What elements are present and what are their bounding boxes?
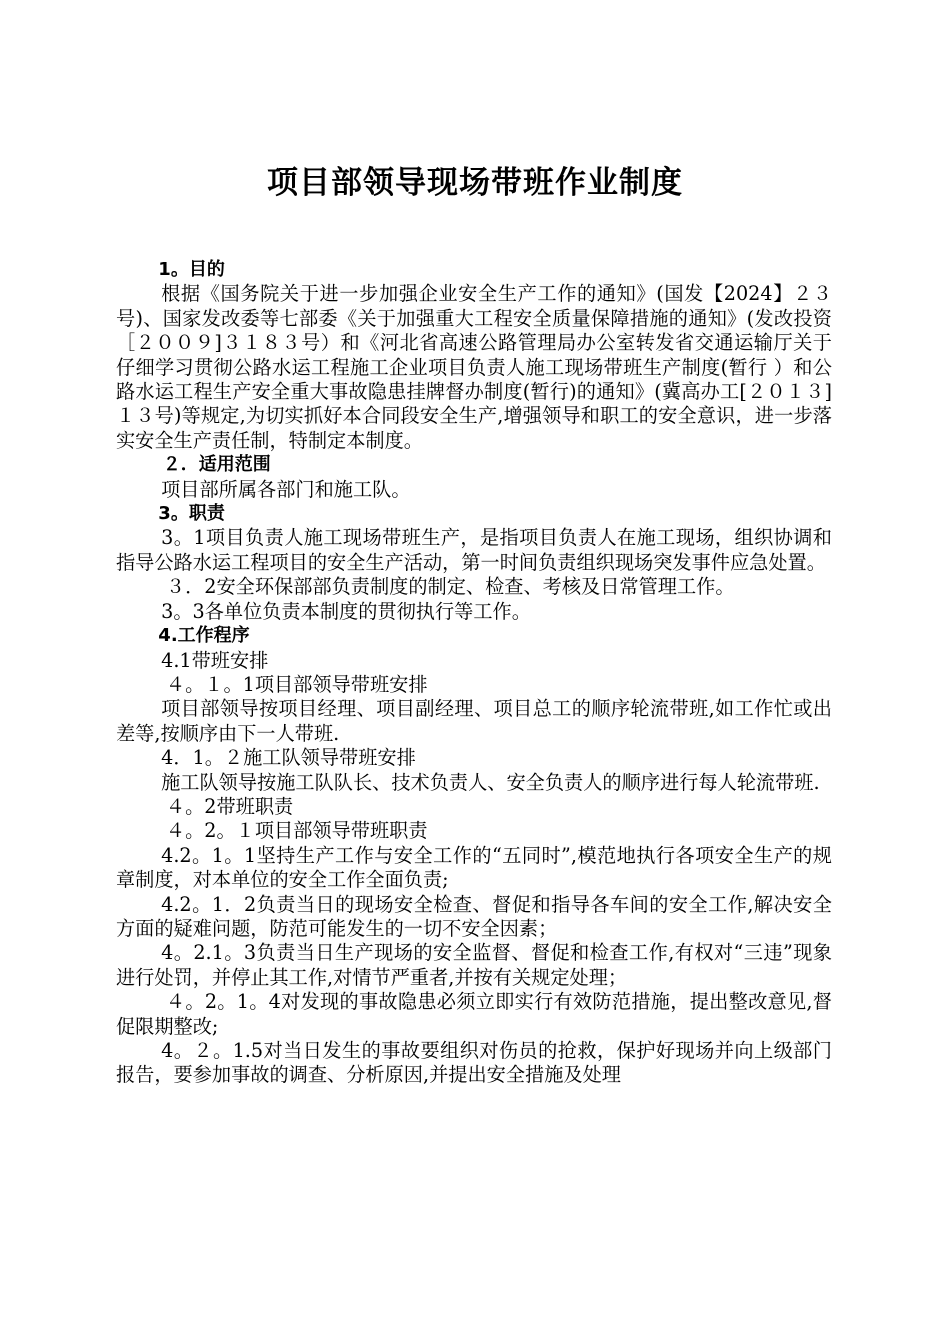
- body-paragraph: ３．2安全环保部部负责制度的制定、检查、考核及日常管理工作。: [165, 575, 735, 599]
- body-paragraph: 根据《国务院关于进一步加强企业安全生产工作的通知》(国发【2024】２３号)、国家发改委等七部委《关于加强重大工程安全质量保障措施的通知》(发改投资［２００９]３１８３号）和《河北省高速公路管理局办公室转发省交通运输厅关于仔细学习贯彻公路水运工程施工企业项目负责人施工现场带班生产制度(暂行 ）和公路水运工程生产安全重大事故隐患挂牌督办制度(暂行)的通知》(冀高办工[２０１３]１３号)等规定,为切实抓好本合同段安全生产,增强领导和职工的安全意识，进一步落实安全生产责任制，特制定本制度。: [116, 282, 832, 452]
- body-paragraph: 4。２。1.5对当日发生的事故要组织对伤员的抢救，保护好现场并向上级部门报告，要参加事故的调查、分析原因,并提出安全措施及处理: [116, 1039, 832, 1087]
- body-paragraph: ４。１。1项目部领导带班安排: [165, 672, 428, 696]
- document-title: 项目部领导现场带班作业制度: [267, 165, 683, 201]
- body-paragraph: 4．1。２施工队领导带班安排: [161, 746, 416, 770]
- section-heading: 3。职责: [158, 503, 225, 525]
- body-paragraph: 4。2.1。3负责当日生产现场的安全监督、督促和检查工作,有权对“三违”现象进行处罚，并停止其工作,对情节严重者,并按有关规定处理；: [116, 941, 832, 989]
- document-body: [116, 258, 832, 1088]
- body-paragraph: 3。3各单位负责本制度的贯彻执行等工作。: [161, 599, 531, 623]
- body-paragraph: ４。2。１项目部领导带班职责: [165, 819, 428, 843]
- body-paragraph: 项目部领导按项目经理、项目副经理、项目总工的顺序轮流带班,如工作忙或出差等,按顺序由下一人带班.: [116, 697, 832, 745]
- body-paragraph: 项目部所属各部门和施工队。: [161, 477, 411, 501]
- section-heading: 4.工作程序: [158, 625, 250, 647]
- body-paragraph: 4.1带班安排: [161, 648, 269, 672]
- body-paragraph: ４。2带班职责: [165, 794, 294, 818]
- body-paragraph: ４。2。1。4对发现的事故隐患必须立即实行有效防范措施，提出整改意见,督促限期整改;: [116, 990, 832, 1038]
- section-heading: ２．适用范围: [162, 454, 271, 476]
- section-heading: 1。目的: [158, 259, 225, 280]
- body-paragraph: 4.2。1。1坚持生产工作与安全工作的“五同时”,模范地执行各项安全生产的规章制度，对本单位的安全工作全面负责;: [116, 843, 832, 892]
- body-paragraph: 4.2。1．2负责当日的现场安全检查、督促和指导各车间的安全工作,解决安全方面的疑难问题，防范可能发生的一切不安全因素；: [116, 892, 832, 940]
- body-paragraph: 3。1项目负责人施工现场带班生产，是指项目负责人在施工现场，组织协调和指导公路水运工程项目的安全生产活动，第一时间负责组织现场突发事件应急处置。: [116, 526, 832, 574]
- body-paragraph: 施工队领导按施工队队长、技术负责人、安全负责人的顺序进行每人轮流带班.: [161, 770, 820, 794]
